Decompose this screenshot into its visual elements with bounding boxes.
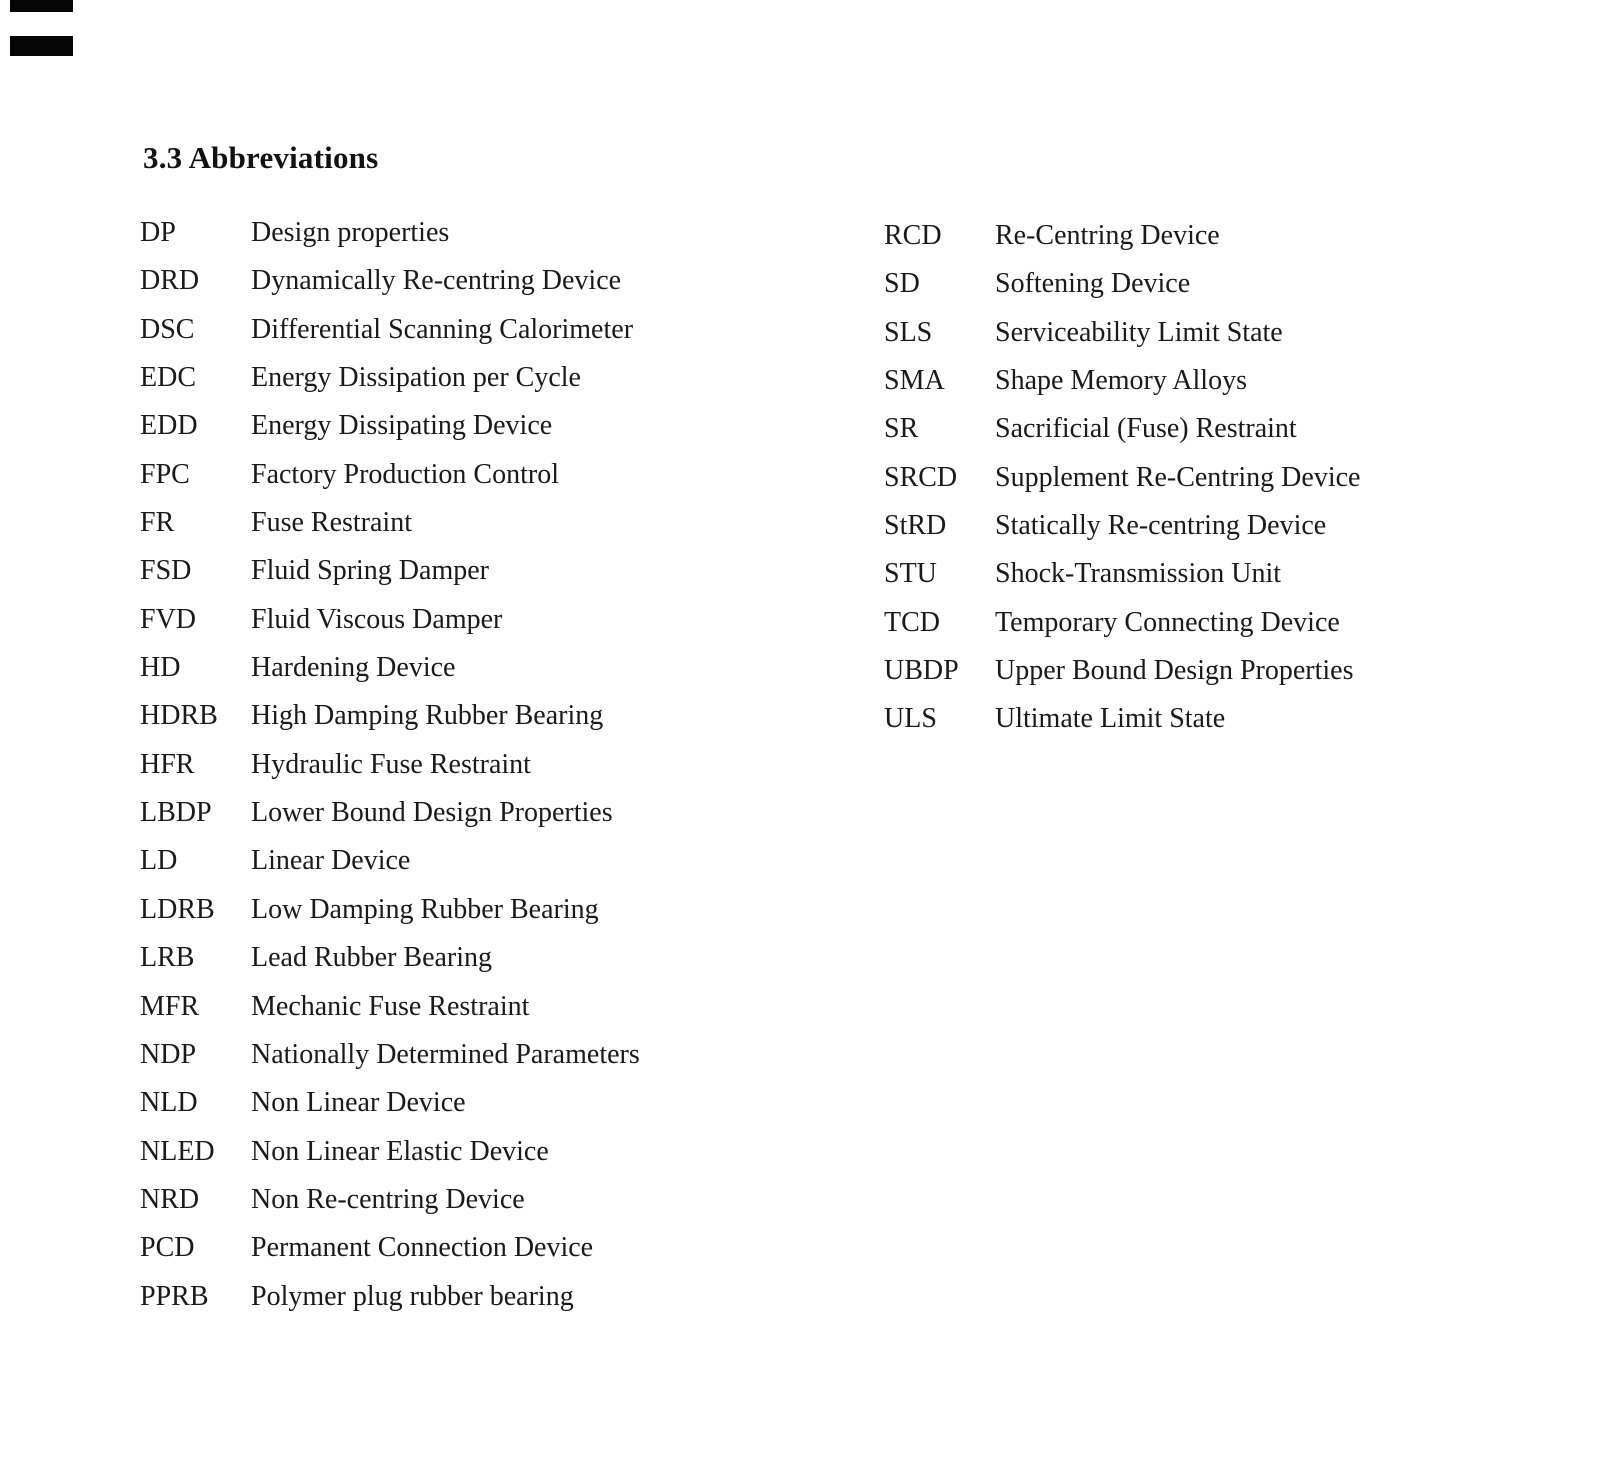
abbreviation-definition: Supplement Re-Centring Device [995, 461, 1361, 493]
abbreviation-definition: Sacrificial (Fuse) Restraint [995, 413, 1297, 445]
abbreviation-row [140, 1079, 860, 1127]
abbreviation-term: SR [884, 413, 919, 445]
abbreviation-row [140, 257, 860, 305]
abbreviation-row [140, 886, 860, 934]
abbreviation-row [140, 354, 860, 402]
abbreviation-row [140, 837, 860, 885]
abbreviation-definition: Shape Memory Alloys [995, 365, 1247, 397]
abbreviation-row [140, 209, 860, 257]
abbreviation-term: HD [140, 652, 181, 684]
abbreviation-definition: High Damping Rubber Bearing [251, 700, 604, 732]
abbreviation-row [140, 1128, 860, 1176]
abbreviation-row [884, 550, 1584, 598]
abbreviation-definition: Temporary Connecting Device [995, 606, 1340, 638]
abbreviation-row [884, 260, 1584, 308]
abbreviation-term: SMA [884, 365, 945, 397]
abbreviation-row [884, 454, 1584, 502]
abbreviation-row [140, 983, 860, 1031]
abbreviation-definition: Polymer plug rubber bearing [251, 1280, 574, 1312]
abbreviation-definition: Linear Device [251, 845, 411, 877]
abbreviation-term: PPRB [140, 1280, 209, 1312]
abbreviation-term: NRD [140, 1183, 200, 1215]
abbreviation-row [884, 695, 1584, 743]
abbreviation-row [140, 547, 860, 595]
abbreviation-row [884, 599, 1584, 647]
abbreviation-term: LD [140, 845, 178, 877]
abbreviation-row [884, 357, 1584, 405]
abbreviation-term: HFR [140, 748, 195, 780]
abbreviation-row [140, 644, 860, 692]
abbreviation-term: DRD [140, 265, 200, 297]
abbreviation-term: FVD [140, 603, 197, 635]
abbreviation-column-right [884, 212, 1584, 744]
abbreviation-column-left [140, 209, 860, 1321]
abbreviation-definition: Fluid Viscous Damper [251, 603, 503, 635]
abbreviation-row [140, 789, 860, 837]
abbreviation-term: EDC [140, 362, 196, 394]
abbreviation-term: STU [884, 558, 937, 590]
abbreviation-row [140, 499, 860, 547]
abbreviation-row [140, 1176, 860, 1224]
abbreviation-term: DP [140, 217, 176, 248]
abbreviation-term: DSC [140, 313, 195, 345]
abbreviation-term: HDRB [140, 700, 218, 732]
scan-artifact-bar-top [10, 0, 73, 12]
abbreviation-term: TCD [884, 606, 940, 638]
abbreviation-definition: Hardening Device [251, 652, 456, 684]
abbreviation-term: StRD [884, 510, 947, 542]
abbreviation-row [884, 502, 1584, 550]
abbreviation-definition: Factory Production Control [251, 458, 559, 490]
abbreviation-definition: Non Linear Elastic Device [251, 1135, 549, 1167]
abbreviation-definition: Lead Rubber Bearing [251, 942, 493, 974]
abbreviation-definition: Fuse Restraint [251, 507, 412, 539]
abbreviation-term: LBDP [140, 797, 212, 829]
abbreviation-row [884, 309, 1584, 357]
abbreviation-row [140, 451, 860, 499]
abbreviation-definition: Dynamically Re-centring Device [251, 265, 622, 297]
abbreviation-definition: Nationally Determined Parameters [251, 1038, 640, 1070]
abbreviation-term: ULS [884, 703, 937, 735]
abbreviation-row [884, 405, 1584, 453]
abbreviation-row [140, 402, 860, 450]
abbreviation-row [140, 741, 860, 789]
abbreviation-term: FSD [140, 555, 192, 587]
abbreviation-term: EDD [140, 410, 198, 442]
abbreviation-row [140, 306, 860, 354]
abbreviation-definition: Upper Bound Design Properties [995, 655, 1354, 687]
abbreviation-term: NLED [140, 1135, 215, 1167]
abbreviation-term: NLD [140, 1087, 198, 1119]
abbreviation-definition: Mechanic Fuse Restraint [251, 990, 530, 1022]
abbreviation-term: LDRB [140, 893, 215, 925]
abbreviation-definition: Differential Scanning Calorimeter [251, 313, 634, 345]
abbreviation-definition: Softening Device [995, 268, 1191, 300]
abbreviation-definition: Design properties [251, 217, 450, 248]
abbreviation-row [884, 212, 1584, 260]
abbreviation-term: SRCD [884, 461, 958, 493]
abbreviation-row [140, 1273, 860, 1321]
abbreviation-definition: Energy Dissipating Device [251, 410, 553, 442]
abbreviation-row [140, 934, 860, 982]
scan-artifact-bar-bottom [10, 36, 73, 56]
abbreviation-row [140, 1031, 860, 1079]
abbreviation-definition: Re-Centring Device [995, 220, 1220, 251]
abbreviation-term: SD [884, 268, 920, 300]
abbreviation-definition: Fluid Spring Damper [251, 555, 489, 587]
abbreviation-definition: Non Linear Device [251, 1087, 466, 1119]
abbreviation-row [884, 647, 1584, 695]
abbreviation-row [140, 1224, 860, 1272]
abbreviation-definition: Non Re-centring Device [251, 1183, 525, 1215]
abbreviation-definition: Energy Dissipation per Cycle [251, 362, 581, 394]
abbreviation-term: LRB [140, 942, 195, 974]
abbreviation-term: NDP [140, 1038, 197, 1070]
abbreviation-definition: Serviceability Limit State [995, 316, 1283, 348]
abbreviation-term: PCD [140, 1232, 195, 1264]
abbreviation-row [140, 596, 860, 644]
abbreviation-definition: Statically Re-centring Device [995, 510, 1327, 542]
abbreviation-definition: Low Damping Rubber Bearing [251, 893, 599, 925]
abbreviation-definition: Ultimate Limit State [995, 703, 1226, 735]
abbreviation-definition: Hydraulic Fuse Restraint [251, 748, 531, 780]
abbreviation-term: UBDP [884, 655, 959, 687]
abbreviation-term: MFR [140, 990, 200, 1022]
section-heading: 3.3 Abbreviations [143, 140, 379, 175]
abbreviation-term: FPC [140, 458, 190, 490]
abbreviation-term: FR [140, 507, 175, 539]
abbreviation-definition: Shock-Transmission Unit [995, 558, 1282, 590]
abbreviation-row [140, 692, 860, 740]
abbreviation-definition: Permanent Connection Device [251, 1232, 594, 1264]
abbreviation-term: SLS [884, 316, 933, 348]
abbreviation-term: RCD [884, 220, 942, 251]
abbreviation-definition: Lower Bound Design Properties [251, 797, 613, 829]
